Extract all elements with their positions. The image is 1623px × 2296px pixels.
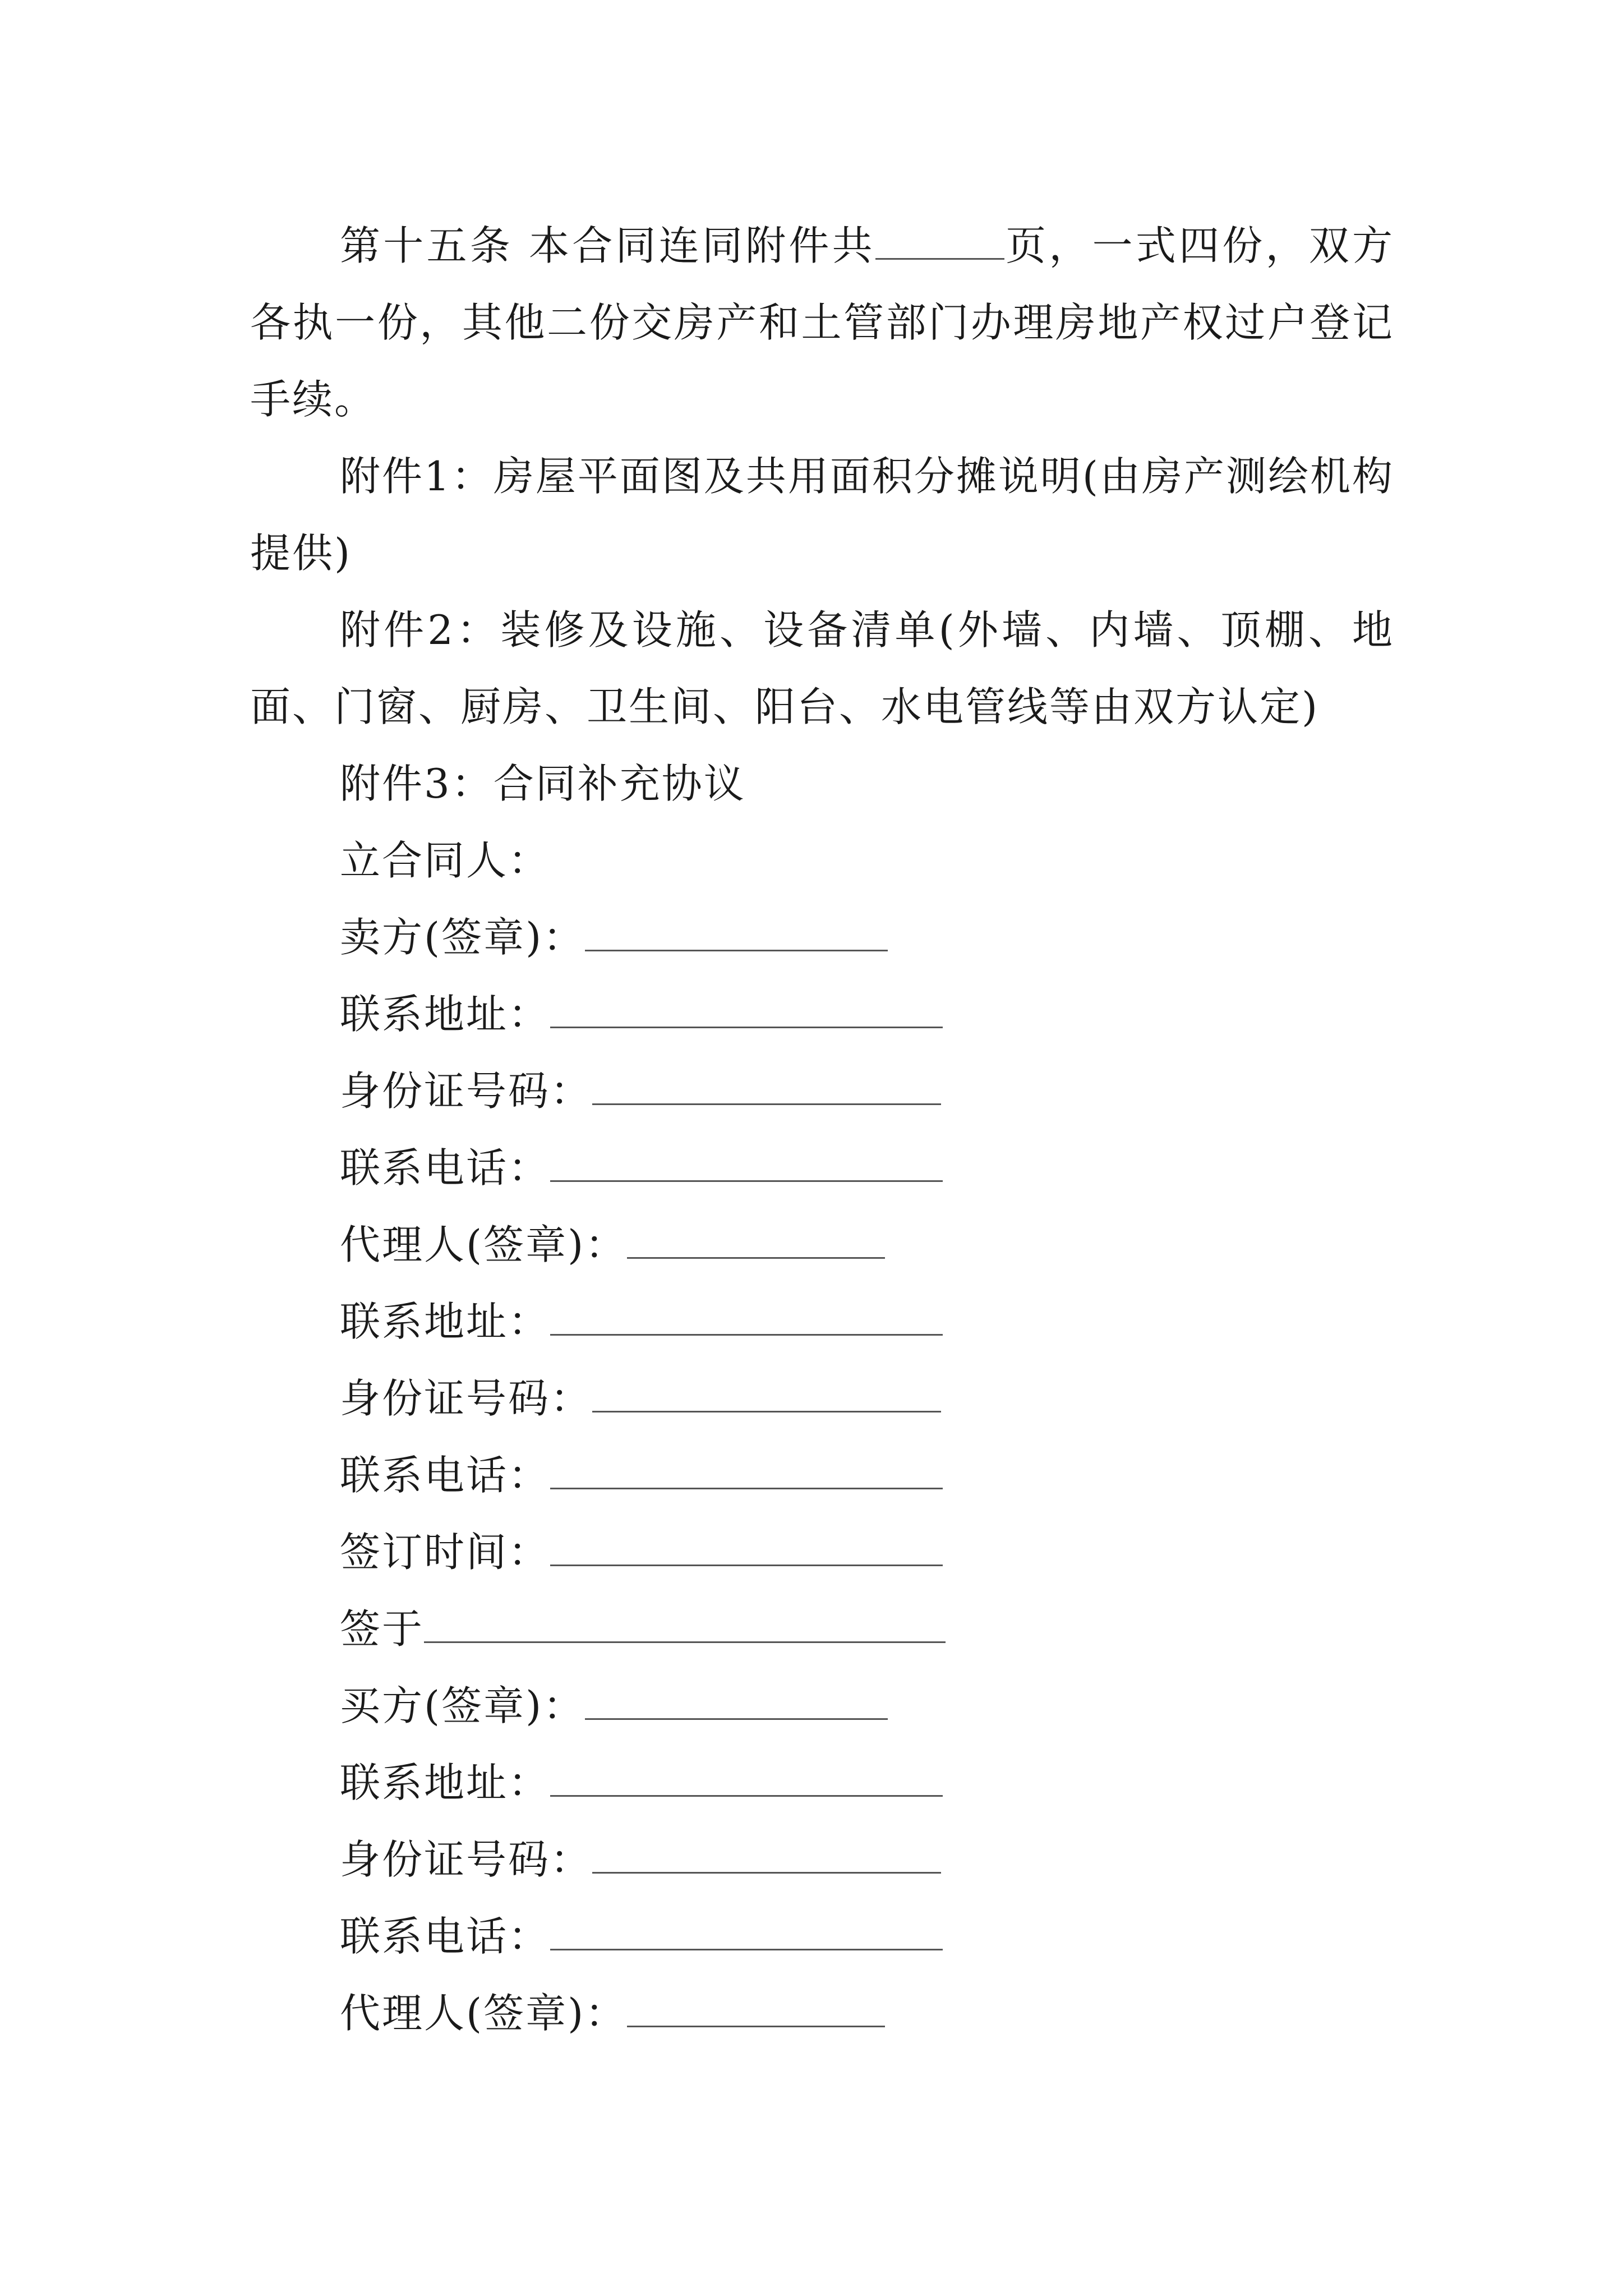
seller-agent-address-row xyxy=(250,1283,1394,1360)
signing-date-row xyxy=(250,1514,1394,1591)
seller-sign-blank[interactable] xyxy=(585,915,888,951)
buyer-id-row xyxy=(250,1821,1394,1898)
attachment-3: 附件3：合同补充协议 xyxy=(340,760,746,807)
seller-sign-row xyxy=(250,899,1394,976)
seller-agent-address-blank[interactable] xyxy=(550,1299,943,1336)
buyer-id-label: 身份证号码： xyxy=(340,1836,593,1883)
article-15-text-end: 页，一式四份，双方各执一份，其他二份交房产和土管部门办理房地产权过户登记手续。 xyxy=(250,222,1394,423)
article-15-text-start: 第十五条 本合同连同附件共 xyxy=(340,222,875,269)
attachment-1: 附件1：房屋平面图及共用面积分摊说明(由房产测绘机构提供) xyxy=(250,453,1394,577)
seller-agent-phone-blank[interactable] xyxy=(550,1453,943,1489)
seller-agent-id-blank[interactable] xyxy=(592,1376,941,1412)
seller-agent-sign-label: 代理人(签章)： xyxy=(340,1221,628,1268)
seller-address-row xyxy=(250,976,1394,1053)
seller-agent-sign-row xyxy=(250,1207,1394,1283)
buyer-agent-sign-row xyxy=(250,1975,1394,2052)
seller-address-blank[interactable] xyxy=(550,992,943,1028)
article-15-paragraph xyxy=(250,208,1394,438)
seller-agent-sign-blank[interactable] xyxy=(627,1222,885,1259)
seller-id-blank[interactable] xyxy=(592,1069,941,1105)
buyer-agent-sign-blank[interactable] xyxy=(627,1991,885,2027)
seller-phone-blank[interactable] xyxy=(550,1145,943,1182)
page-count-blank[interactable] xyxy=(875,223,1004,260)
seller-sign-label: 卖方(签章)： xyxy=(340,914,585,961)
buyer-sign-label: 买方(签章)： xyxy=(340,1682,585,1729)
seller-address-label: 联系地址： xyxy=(340,991,551,1038)
seller-agent-id-row xyxy=(250,1360,1394,1437)
buyer-sign-row xyxy=(250,1668,1394,1745)
signing-date-blank[interactable] xyxy=(550,1530,943,1566)
seller-agent-id-label: 身份证号码： xyxy=(340,1375,593,1422)
seller-phone-label: 联系电话： xyxy=(340,1144,551,1191)
seller-agent-phone-label: 联系电话： xyxy=(340,1452,551,1499)
document-body xyxy=(250,208,1394,2052)
signing-place-label: 签于 xyxy=(340,1605,425,1653)
buyer-phone-blank[interactable] xyxy=(550,1914,943,1950)
seller-phone-row xyxy=(250,1130,1394,1207)
attachment-2: 附件2：装修及设施、设备清单(外墙、内墙、顶棚、地面、门窗、厨房、卫生间、阳台、水电管线等由双方认定) xyxy=(250,606,1394,730)
buyer-address-label: 联系地址： xyxy=(340,1759,551,1806)
seller-agent-address-label: 联系地址： xyxy=(340,1298,551,1345)
signing-place-row xyxy=(250,1591,1394,1668)
seller-agent-phone-row xyxy=(250,1437,1394,1514)
buyer-agent-sign-label: 代理人(签章)： xyxy=(340,1990,628,2037)
buyer-sign-blank[interactable] xyxy=(585,1683,888,1720)
signatories-heading xyxy=(250,822,1394,899)
buyer-id-blank[interactable] xyxy=(592,1837,941,1874)
buyer-address-row xyxy=(250,1745,1394,1821)
seller-id-label: 身份证号码： xyxy=(340,1068,593,1115)
buyer-phone-label: 联系电话： xyxy=(340,1913,551,1960)
buyer-address-blank[interactable] xyxy=(550,1760,943,1797)
seller-id-row xyxy=(250,1053,1394,1130)
buyer-phone-row xyxy=(250,1898,1394,1975)
signing-date-label: 签订时间： xyxy=(340,1529,551,1576)
signing-place-blank[interactable] xyxy=(424,1607,946,1643)
signatories-heading-label: 立合同人： xyxy=(340,837,551,884)
